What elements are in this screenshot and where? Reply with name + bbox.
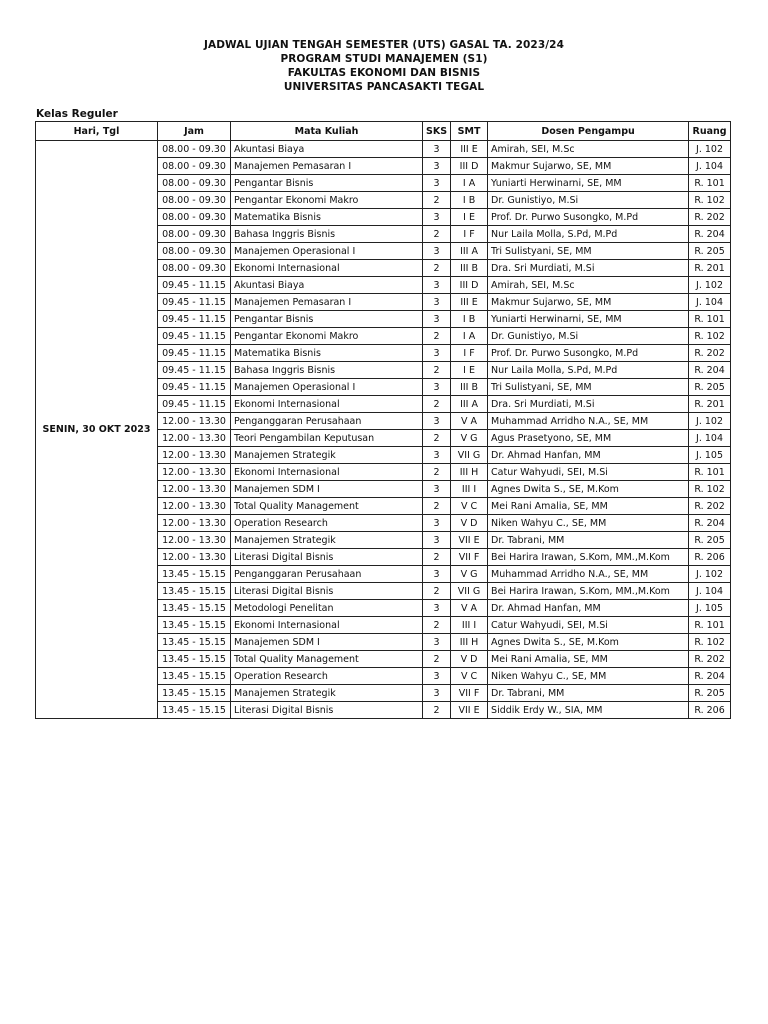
semester-class-cell: III I <box>451 617 488 634</box>
semester-class-cell: III A <box>451 396 488 413</box>
lecturer-cell: Catur Wahyudi, SEI, M.Si <box>488 464 689 481</box>
lecturer-cell: Amirah, SEI, M.Sc <box>488 277 689 294</box>
lecturer-cell: Dr. Ahmad Hanfan, MM <box>488 600 689 617</box>
class-label: Kelas Reguler <box>36 108 118 120</box>
exam-time-cell: 09.45 - 11.15 <box>158 379 231 396</box>
course-name-cell: Manajemen Pemasaran I <box>231 158 423 175</box>
room-cell: R. 204 <box>689 362 731 379</box>
table-body <box>36 141 731 719</box>
credits-cell: 3 <box>423 141 451 158</box>
room-cell: R. 202 <box>689 345 731 362</box>
course-name-cell: Literasi Digital Bisnis <box>231 702 423 719</box>
course-name-cell: Manajemen Operasional I <box>231 379 423 396</box>
room-cell: R. 204 <box>689 226 731 243</box>
credits-cell: 3 <box>423 345 451 362</box>
credits-cell: 3 <box>423 566 451 583</box>
semester-class-cell: VII F <box>451 685 488 702</box>
room-cell: R. 102 <box>689 328 731 345</box>
table-header <box>36 122 731 141</box>
lecturer-cell: Tri Sulistyani, SE, MM <box>488 379 689 396</box>
lecturer-cell: Agnes Dwita S., SE, M.Kom <box>488 481 689 498</box>
lecturer-cell: Nur Laila Molla, S.Pd, M.Pd <box>488 362 689 379</box>
course-name-cell: Ekonomi Internasional <box>231 617 423 634</box>
credits-cell: 3 <box>423 243 451 260</box>
exam-time-cell: 08.00 - 09.30 <box>158 226 231 243</box>
credits-cell: 3 <box>423 600 451 617</box>
semester-class-cell: III D <box>451 158 488 175</box>
col-header-lecturer: Dosen Pengampu <box>488 122 689 141</box>
room-cell: R. 205 <box>689 379 731 396</box>
course-name-cell: Pengantar Bisnis <box>231 175 423 192</box>
semester-class-cell: I A <box>451 328 488 345</box>
lecturer-cell: Mei Rani Amalia, SE, MM <box>488 498 689 515</box>
col-header-credits: SKS <box>423 122 451 141</box>
exam-time-cell: 13.45 - 15.15 <box>158 583 231 600</box>
course-name-cell: Total Quality Management <box>231 651 423 668</box>
lecturer-cell: Dr. Ahmad Hanfan, MM <box>488 447 689 464</box>
lecturer-cell: Muhammad Arridho N.A., SE, MM <box>488 413 689 430</box>
semester-class-cell: III A <box>451 243 488 260</box>
course-name-cell: Matematika Bisnis <box>231 345 423 362</box>
room-cell: R. 206 <box>689 702 731 719</box>
course-name-cell: Operation Research <box>231 668 423 685</box>
credits-cell: 3 <box>423 294 451 311</box>
semester-class-cell: I B <box>451 192 488 209</box>
semester-class-cell: I F <box>451 226 488 243</box>
semester-class-cell: III E <box>451 141 488 158</box>
course-name-cell: Akuntasi Biaya <box>231 277 423 294</box>
credits-cell: 3 <box>423 413 451 430</box>
credits-cell: 2 <box>423 396 451 413</box>
course-name-cell: Total Quality Management <box>231 498 423 515</box>
semester-class-cell: VII E <box>451 532 488 549</box>
credits-cell: 3 <box>423 209 451 226</box>
exam-time-cell: 09.45 - 11.15 <box>158 328 231 345</box>
course-name-cell: Pengantar Bisnis <box>231 311 423 328</box>
exam-time-cell: 13.45 - 15.15 <box>158 668 231 685</box>
lecturer-cell: Dr. Tabrani, MM <box>488 532 689 549</box>
credits-cell: 3 <box>423 515 451 532</box>
header-faculty: FAKULTAS EKONOMI DAN BISNIS <box>287 67 481 79</box>
room-cell: R. 206 <box>689 549 731 566</box>
room-cell: J. 105 <box>689 447 731 464</box>
credits-cell: 3 <box>423 634 451 651</box>
room-cell: R. 201 <box>689 260 731 277</box>
course-name-cell: Penganggaran Perusahaan <box>231 566 423 583</box>
room-cell: R. 102 <box>689 481 731 498</box>
credits-cell: 2 <box>423 226 451 243</box>
header-program: PROGRAM STUDI MANAJEMEN (S1) <box>280 53 488 65</box>
course-name-cell: Literasi Digital Bisnis <box>231 549 423 566</box>
exam-time-cell: 13.45 - 15.15 <box>158 702 231 719</box>
room-cell: R. 102 <box>689 634 731 651</box>
room-cell: J. 104 <box>689 158 731 175</box>
lecturer-cell: Yuniarti Herwinarni, SE, MM <box>488 175 689 192</box>
lecturer-cell: Muhammad Arridho N.A., SE, MM <box>488 566 689 583</box>
room-cell: R. 202 <box>689 209 731 226</box>
room-cell: R. 201 <box>689 396 731 413</box>
exam-time-cell: 13.45 - 15.15 <box>158 566 231 583</box>
course-name-cell: Ekonomi Internasional <box>231 260 423 277</box>
lecturer-cell: Nur Laila Molla, S.Pd, M.Pd <box>488 226 689 243</box>
exam-time-cell: 08.00 - 09.30 <box>158 243 231 260</box>
exam-time-cell: 12.00 - 13.30 <box>158 447 231 464</box>
semester-class-cell: VII F <box>451 549 488 566</box>
lecturer-cell: Bei Harira Irawan, S.Kom, MM.,M.Kom <box>488 583 689 600</box>
header-title: JADWAL UJIAN TENGAH SEMESTER (UTS) GASAL TA. 2023/24 <box>203 39 564 51</box>
semester-class-cell: I F <box>451 345 488 362</box>
lecturer-cell: Dr. Gunistiyo, M.Si <box>488 328 689 345</box>
semester-class-cell: V A <box>451 413 488 430</box>
exam-time-cell: 12.00 - 13.30 <box>158 498 231 515</box>
semester-class-cell: V A <box>451 600 488 617</box>
course-name-cell: Bahasa Inggris Bisnis <box>231 362 423 379</box>
semester-class-cell: III B <box>451 260 488 277</box>
day-date-cell: SENIN, 30 OKT 2023 <box>36 141 158 719</box>
course-name-cell: Manajemen SDM I <box>231 481 423 498</box>
lecturer-cell: Agnes Dwita S., SE, M.Kom <box>488 634 689 651</box>
exam-time-cell: 13.45 - 15.15 <box>158 634 231 651</box>
lecturer-cell: Agus Prasetyono, SE, MM <box>488 430 689 447</box>
exam-time-cell: 13.45 - 15.15 <box>158 685 231 702</box>
semester-class-cell: V C <box>451 668 488 685</box>
room-cell: R. 205 <box>689 685 731 702</box>
lecturer-cell: Siddik Erdy W., SIA, MM <box>488 702 689 719</box>
lecturer-cell: Dra. Sri Murdiati, M.Si <box>488 260 689 277</box>
credits-cell: 2 <box>423 260 451 277</box>
course-name-cell: Manajemen Strategik <box>231 447 423 464</box>
lecturer-cell: Makmur Sujarwo, SE, MM <box>488 158 689 175</box>
lecturer-cell: Makmur Sujarwo, SE, MM <box>488 294 689 311</box>
course-name-cell: Akuntasi Biaya <box>231 141 423 158</box>
room-cell: J. 102 <box>689 566 731 583</box>
course-name-cell: Manajemen SDM I <box>231 634 423 651</box>
course-name-cell: Ekonomi Internasional <box>231 464 423 481</box>
lecturer-cell: Bei Harira Irawan, S.Kom, MM.,M.Kom <box>488 549 689 566</box>
lecturer-cell: Yuniarti Herwinarni, SE, MM <box>488 311 689 328</box>
room-cell: R. 205 <box>689 532 731 549</box>
exam-time-cell: 09.45 - 11.15 <box>158 362 231 379</box>
room-cell: J. 102 <box>689 141 731 158</box>
room-cell: R. 101 <box>689 617 731 634</box>
credits-cell: 2 <box>423 702 451 719</box>
exam-time-cell: 12.00 - 13.30 <box>158 515 231 532</box>
credits-cell: 3 <box>423 685 451 702</box>
semester-class-cell: VII G <box>451 583 488 600</box>
exam-time-cell: 08.00 - 09.30 <box>158 260 231 277</box>
lecturer-cell: Niken Wahyu C., SE, MM <box>488 668 689 685</box>
course-name-cell: Manajemen Strategik <box>231 532 423 549</box>
course-name-cell: Manajemen Pemasaran I <box>231 294 423 311</box>
semester-class-cell: III D <box>451 277 488 294</box>
credits-cell: 3 <box>423 175 451 192</box>
room-cell: J. 105 <box>689 600 731 617</box>
col-header-semester: SMT <box>451 122 488 141</box>
col-header-room: Ruang <box>689 122 731 141</box>
semester-class-cell: III B <box>451 379 488 396</box>
credits-cell: 2 <box>423 498 451 515</box>
exam-time-cell: 12.00 - 13.30 <box>158 549 231 566</box>
lecturer-cell: Tri Sulistyani, SE, MM <box>488 243 689 260</box>
room-cell: J. 104 <box>689 294 731 311</box>
semester-class-cell: V D <box>451 515 488 532</box>
exam-time-cell: 12.00 - 13.30 <box>158 464 231 481</box>
room-cell: J. 104 <box>689 583 731 600</box>
col-header-course: Mata Kuliah <box>231 122 423 141</box>
semester-class-cell: I E <box>451 362 488 379</box>
semester-class-cell: V C <box>451 498 488 515</box>
room-cell: R. 204 <box>689 515 731 532</box>
exam-time-cell: 13.45 - 15.15 <box>158 651 231 668</box>
room-cell: J. 102 <box>689 277 731 294</box>
credits-cell: 3 <box>423 668 451 685</box>
credits-cell: 3 <box>423 277 451 294</box>
course-name-cell: Bahasa Inggris Bisnis <box>231 226 423 243</box>
lecturer-cell: Niken Wahyu C., SE, MM <box>488 515 689 532</box>
exam-time-cell: 08.00 - 09.30 <box>158 209 231 226</box>
col-header-day: Hari, Tgl <box>36 122 158 141</box>
semester-class-cell: I B <box>451 311 488 328</box>
semester-class-cell: VII G <box>451 447 488 464</box>
room-cell: J. 102 <box>689 413 731 430</box>
semester-class-cell: V G <box>451 430 488 447</box>
credits-cell: 2 <box>423 549 451 566</box>
lecturer-cell: Dr. Tabrani, MM <box>488 685 689 702</box>
exam-time-cell: 12.00 - 13.30 <box>158 413 231 430</box>
course-name-cell: Pengantar Ekonomi Makro <box>231 192 423 209</box>
semester-class-cell: V D <box>451 651 488 668</box>
exam-time-cell: 08.00 - 09.30 <box>158 175 231 192</box>
room-cell: R. 101 <box>689 311 731 328</box>
course-name-cell: Ekonomi Internasional <box>231 396 423 413</box>
credits-cell: 3 <box>423 481 451 498</box>
room-cell: R. 205 <box>689 243 731 260</box>
table-row <box>36 141 731 158</box>
header-university: UNIVERSITAS PANCASAKTI TEGAL <box>283 81 485 93</box>
exam-time-cell: 09.45 - 11.15 <box>158 396 231 413</box>
exam-time-cell: 08.00 - 09.30 <box>158 141 231 158</box>
course-name-cell: Pengantar Ekonomi Makro <box>231 328 423 345</box>
lecturer-cell: Prof. Dr. Purwo Susongko, M.Pd <box>488 345 689 362</box>
exam-time-cell: 09.45 - 11.15 <box>158 294 231 311</box>
semester-class-cell: V G <box>451 566 488 583</box>
room-cell: R. 101 <box>689 464 731 481</box>
col-header-time: Jam <box>158 122 231 141</box>
room-cell: R. 202 <box>689 498 731 515</box>
credits-cell: 3 <box>423 379 451 396</box>
course-name-cell: Manajemen Operasional I <box>231 243 423 260</box>
credits-cell: 2 <box>423 583 451 600</box>
room-cell: R. 202 <box>689 651 731 668</box>
exam-time-cell: 08.00 - 09.30 <box>158 192 231 209</box>
credits-cell: 2 <box>423 464 451 481</box>
exam-time-cell: 12.00 - 13.30 <box>158 481 231 498</box>
lecturer-cell: Mei Rani Amalia, SE, MM <box>488 651 689 668</box>
credits-cell: 3 <box>423 158 451 175</box>
credits-cell: 2 <box>423 328 451 345</box>
exam-time-cell: 08.00 - 09.30 <box>158 158 231 175</box>
exam-time-cell: 09.45 - 11.15 <box>158 345 231 362</box>
course-name-cell: Manajemen Strategik <box>231 685 423 702</box>
course-name-cell: Teori Pengambilan Keputusan <box>231 430 423 447</box>
credits-cell: 2 <box>423 430 451 447</box>
lecturer-cell: Prof. Dr. Purwo Susongko, M.Pd <box>488 209 689 226</box>
course-name-cell: Operation Research <box>231 515 423 532</box>
room-cell: R. 101 <box>689 175 731 192</box>
semester-class-cell: I E <box>451 209 488 226</box>
credits-cell: 3 <box>423 532 451 549</box>
credits-cell: 2 <box>423 617 451 634</box>
exam-time-cell: 12.00 - 13.30 <box>158 430 231 447</box>
lecturer-cell: Dr. Gunistiyo, M.Si <box>488 192 689 209</box>
lecturer-cell: Amirah, SEI, M.Sc <box>488 141 689 158</box>
exam-time-cell: 12.00 - 13.30 <box>158 532 231 549</box>
credits-cell: 2 <box>423 192 451 209</box>
schedule-table <box>35 121 731 719</box>
semester-class-cell: III E <box>451 294 488 311</box>
course-name-cell: Matematika Bisnis <box>231 209 423 226</box>
semester-class-cell: VII E <box>451 702 488 719</box>
room-cell: R. 204 <box>689 668 731 685</box>
exam-time-cell: 09.45 - 11.15 <box>158 311 231 328</box>
header-row <box>36 122 731 141</box>
semester-class-cell: III H <box>451 464 488 481</box>
credits-cell: 3 <box>423 447 451 464</box>
course-name-cell: Metodologi Penelitan <box>231 600 423 617</box>
semester-class-cell: I A <box>451 175 488 192</box>
document-header <box>0 38 768 94</box>
course-name-cell: Literasi Digital Bisnis <box>231 583 423 600</box>
room-cell: R. 102 <box>689 192 731 209</box>
credits-cell: 3 <box>423 311 451 328</box>
room-cell: J. 104 <box>689 430 731 447</box>
exam-time-cell: 13.45 - 15.15 <box>158 600 231 617</box>
semester-class-cell: III I <box>451 481 488 498</box>
lecturer-cell: Dra. Sri Murdiati, M.Si <box>488 396 689 413</box>
lecturer-cell: Catur Wahyudi, SEI, M.Si <box>488 617 689 634</box>
course-name-cell: Penganggaran Perusahaan <box>231 413 423 430</box>
semester-class-cell: III H <box>451 634 488 651</box>
exam-time-cell: 13.45 - 15.15 <box>158 617 231 634</box>
credits-cell: 2 <box>423 362 451 379</box>
credits-cell: 2 <box>423 651 451 668</box>
exam-time-cell: 09.45 - 11.15 <box>158 277 231 294</box>
